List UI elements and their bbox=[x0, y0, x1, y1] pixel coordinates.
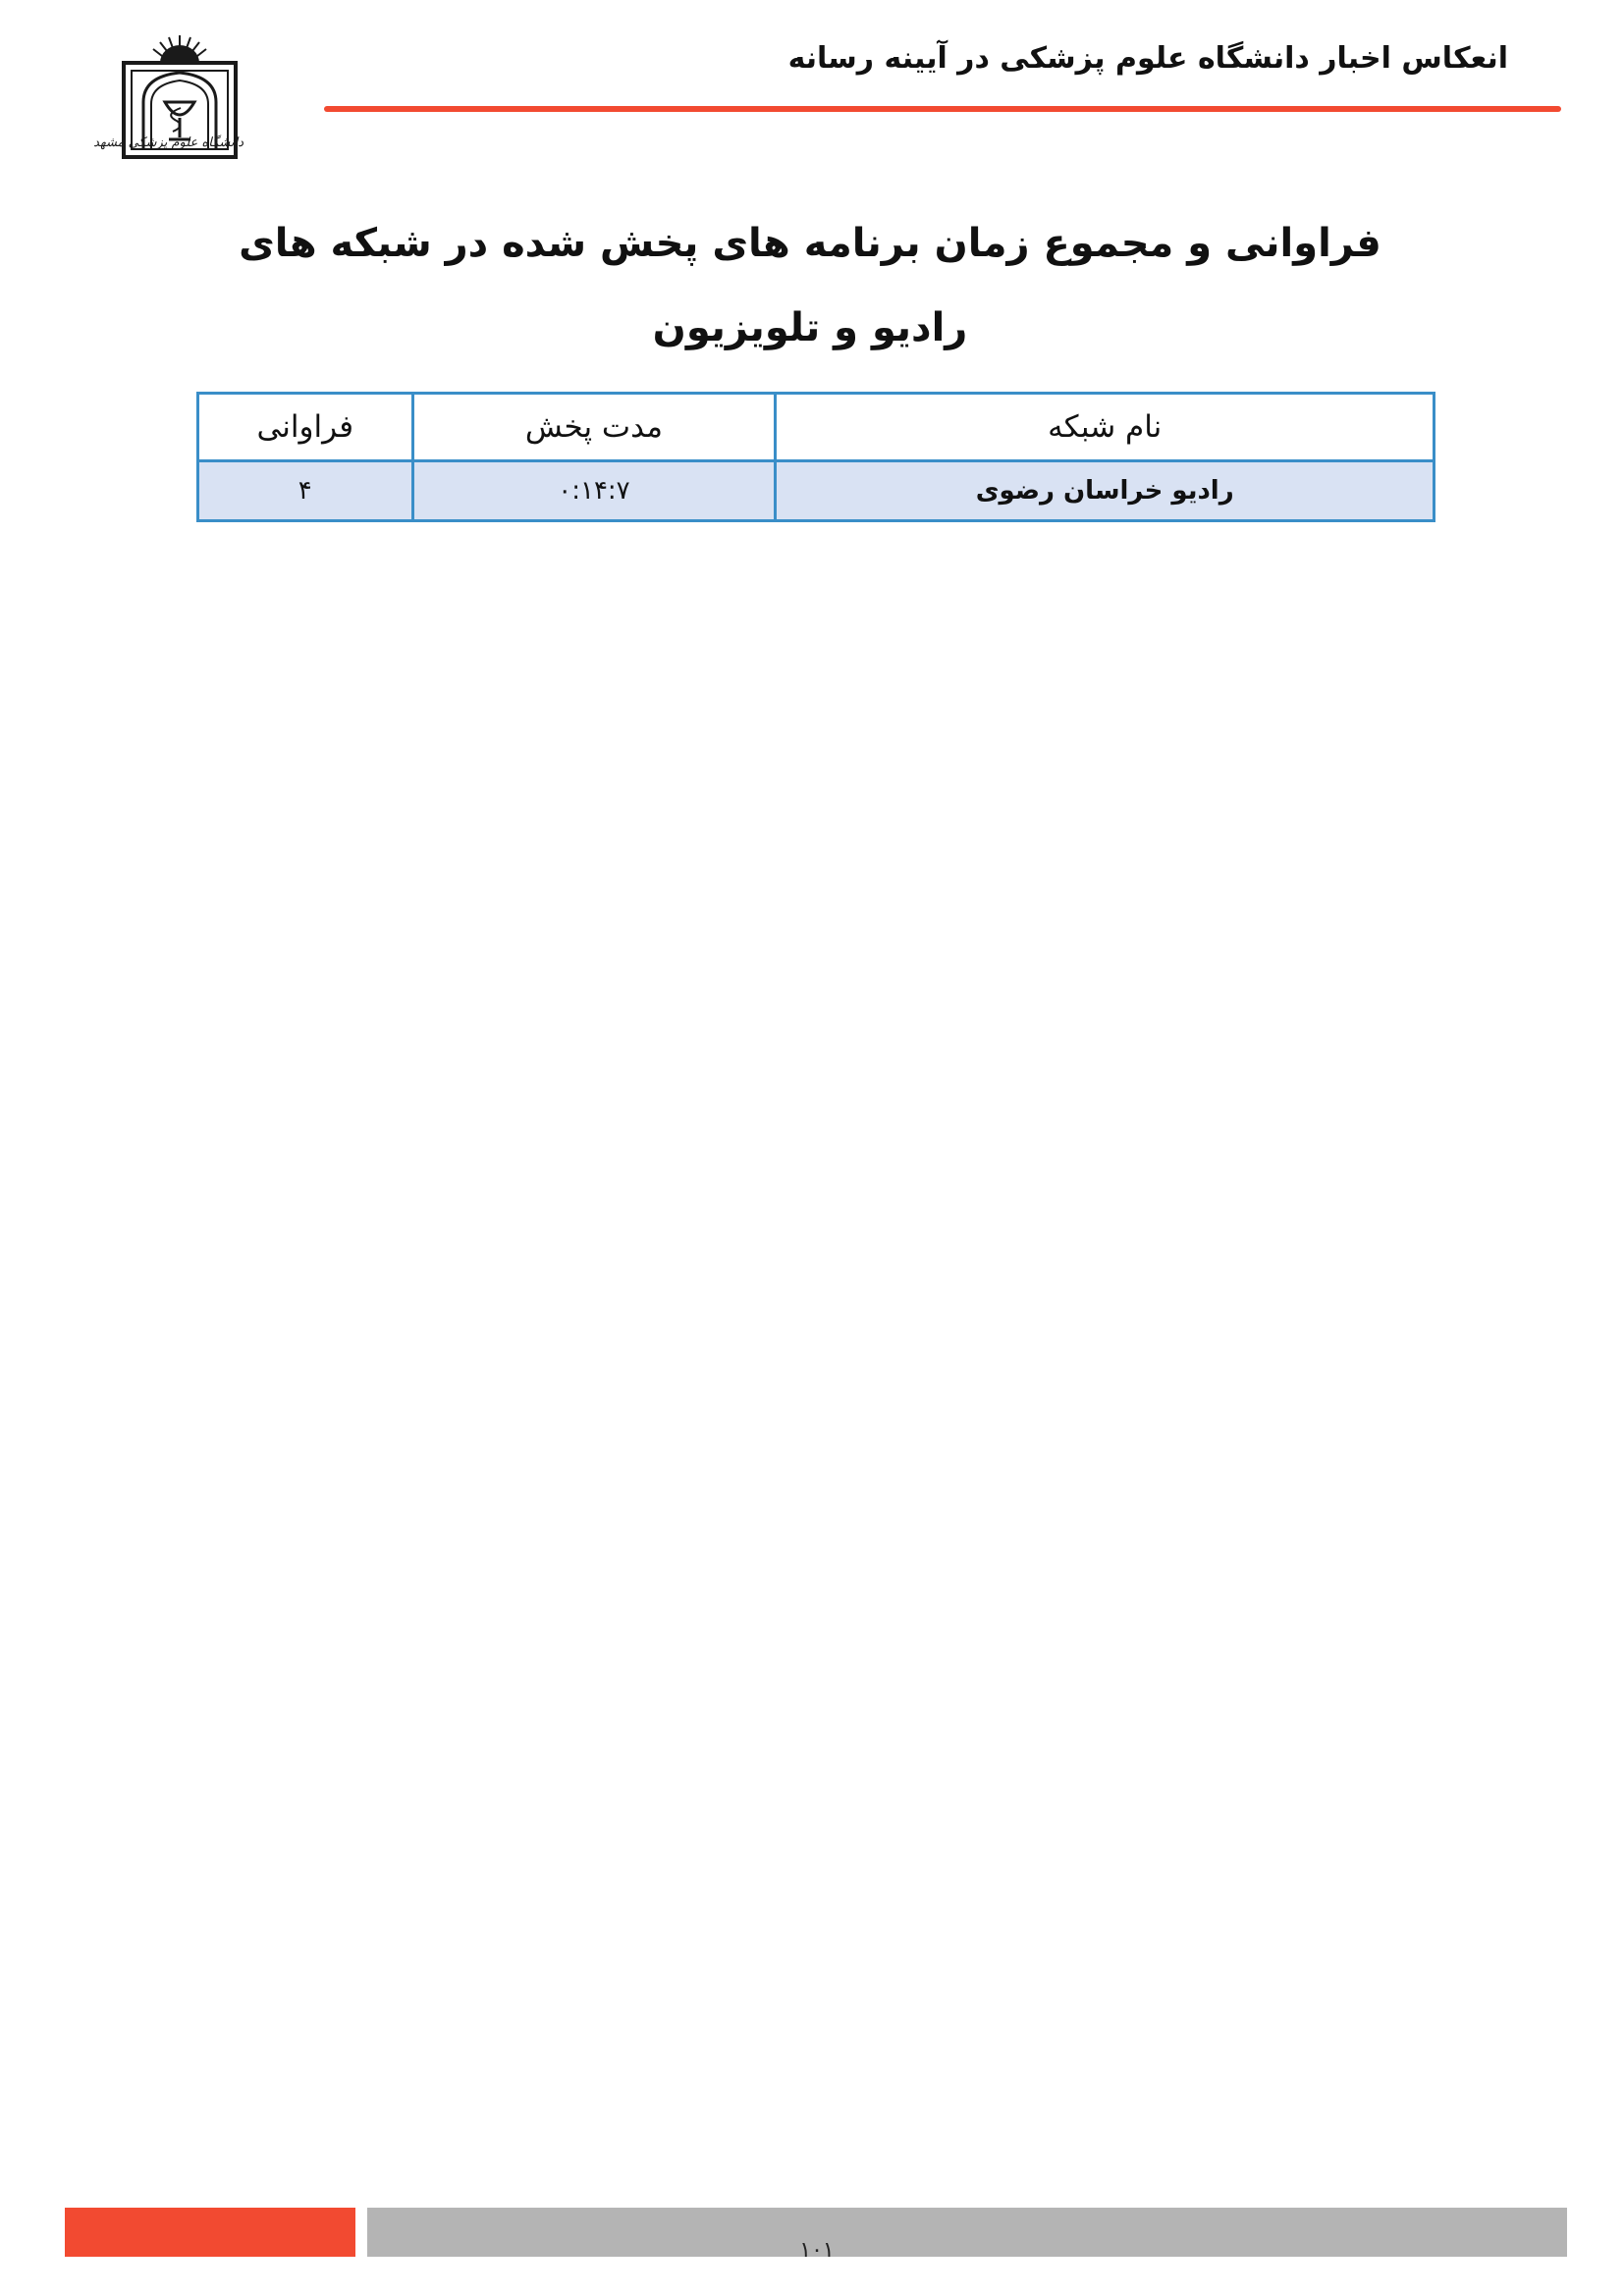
report-title: فراوانی و مجموع زمان برنامه های پخش شده در شبکه های رادیو و تلویزیون bbox=[239, 221, 1381, 350]
header-title: انعکاس اخبار دانشگاه علوم پزشکی در آیینه رسانه bbox=[787, 41, 1508, 76]
network-column-header: نام شبکه bbox=[776, 394, 1435, 461]
page-number: ۱۰۱ bbox=[799, 2238, 835, 2263]
duration-column-header: مدت پخش bbox=[412, 394, 776, 461]
header-divider bbox=[324, 106, 1561, 112]
network-cell: رادیو خراسان رضوی bbox=[776, 461, 1435, 521]
logo-caption: دانشگاه علوم پزشکی مشهد bbox=[93, 135, 244, 150]
frequency-cell: ۴ bbox=[198, 461, 413, 521]
table-row bbox=[198, 461, 1435, 521]
footer-gray-bar bbox=[367, 2208, 1567, 2257]
table-header-row bbox=[198, 394, 1435, 461]
frequency-column-header: فراوانی bbox=[198, 394, 413, 461]
footer-accent-bar bbox=[65, 2208, 355, 2257]
duration-cell: ۰:۱۴:۷ bbox=[412, 461, 776, 521]
broadcast-table bbox=[196, 392, 1435, 522]
